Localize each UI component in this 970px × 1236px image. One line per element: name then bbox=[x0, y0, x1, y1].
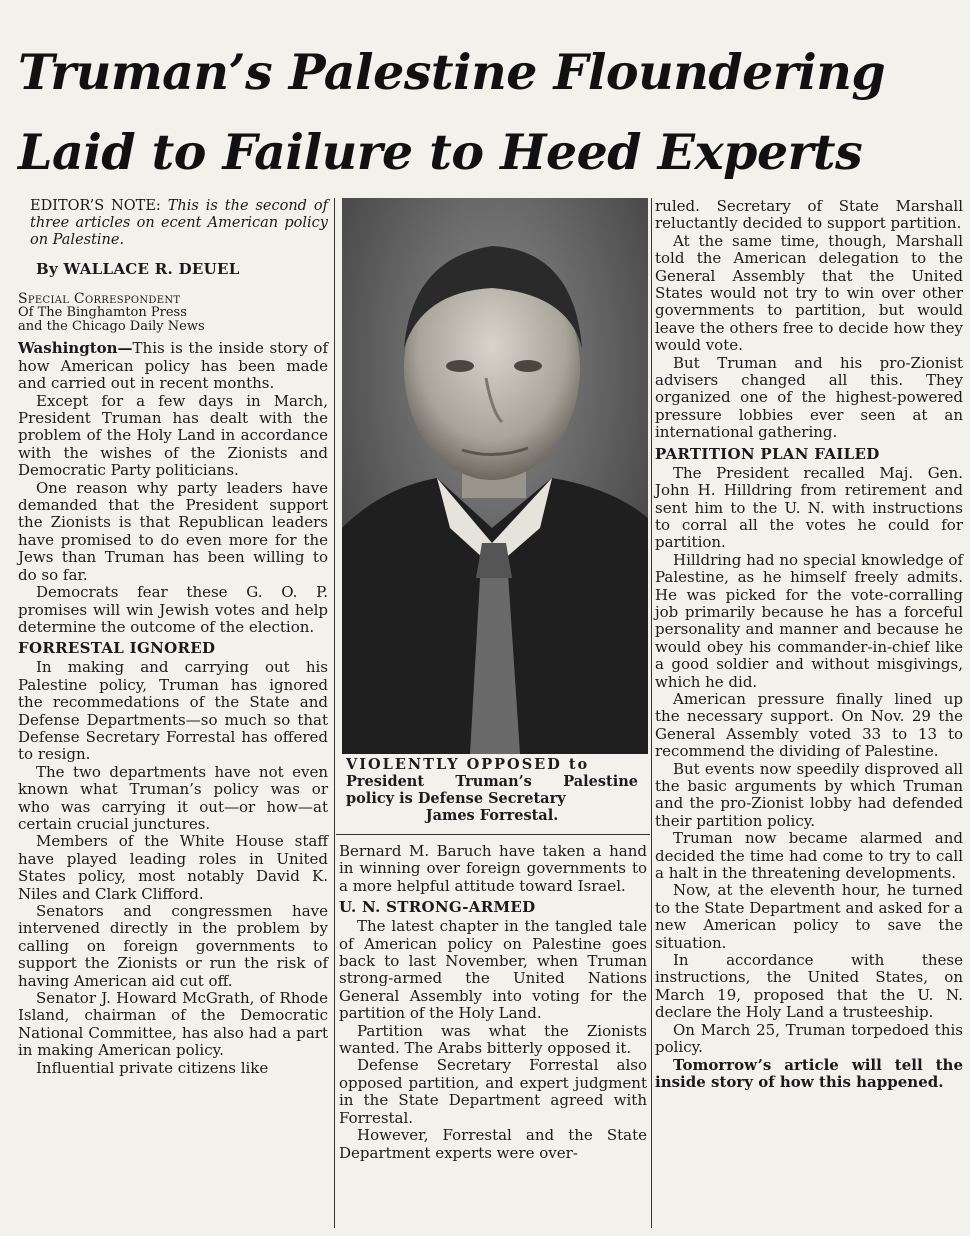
column-2 bbox=[339, 843, 647, 1162]
subhead-partition-plan-failed: PARTITION PLAN FAILED bbox=[655, 444, 880, 463]
paragraph: Defense Secretary Forrestal also opposed partition, and expert judgment in the State Department agreed with Forrestal. bbox=[339, 1056, 647, 1127]
column-rule-left bbox=[334, 198, 335, 1228]
paragraph: However, Forrestal and the State Department experts were over- bbox=[339, 1126, 647, 1162]
caption-body: President Truman’s Palestine policy is Defense Secretary bbox=[346, 773, 638, 807]
byline: By WALLACE R. DEUEL bbox=[36, 260, 240, 278]
editor-note bbox=[30, 198, 328, 249]
editor-note-label: EDITOR’S NOTE: bbox=[30, 198, 161, 214]
paragraph: But Truman and his pro-Zionist advisers changed all this. They organized one of the highest-powered pressure lobbies ever seen at an international gathering. bbox=[655, 353, 963, 442]
paragraph: Members of the White House staff have played leading roles in United States policy, most notably David K. Niles and Clark Clifford. bbox=[18, 832, 328, 903]
paragraph: In making and carrying out his Palestine policy, Truman has ignored the recommedations of the State and Defense Departments—so much so that Defense Secretary Forrestal has offered to resign. bbox=[18, 658, 328, 764]
column-rule-right bbox=[651, 198, 652, 1228]
paragraph: Hilldring had no special knowledge of Palestine, as he himself freely admits. He was picked for the vote-corralling job primarily because he has a forceful personality and manner and because he would obey his commander-in-chief like a good soldier and without misgivings, which he did. bbox=[655, 550, 963, 691]
credit-line-2: and the Chicago Daily News bbox=[18, 319, 205, 335]
paragraph bbox=[18, 340, 328, 392]
paragraph: Except for a few days in March, President Truman has dealt with the problem of the Holy Land in accordance with the wishes of the Zionists and Democratic Party politicians. bbox=[18, 391, 328, 480]
paragraph: In accordance with these instructions, the United States, on March 19, proposed that the U. N. declare the Holy Land a trusteeship. bbox=[655, 951, 963, 1022]
paragraph: Senators and congressmen have intervened directly in the problem by calling on foreign governments to support the Zionists or run the risk of having American aid cut off. bbox=[18, 902, 328, 990]
paragraph: The two departments have not even known what Truman’s policy was or who was carrying it out—or how—at certain crucial junctures. bbox=[18, 762, 328, 833]
credit-line-1: Of The Binghamton Press bbox=[18, 305, 187, 321]
credit-title: Special Correspondent bbox=[18, 291, 181, 308]
paragraph: American pressure finally lined up the necessary support. On Nov. 29 the General Assembly voted 33 to 13 to recommend the dividing of Palestine. bbox=[655, 689, 963, 761]
paragraph: Influential private citizens like bbox=[36, 1058, 269, 1077]
column-rule-mid bbox=[336, 834, 650, 835]
paragraph: At the same time, though, Marshall told the American delegation to the General Assembly that the United States would not try to win over other governments to partition, but would leave the others free to decide how they would vote. bbox=[655, 231, 963, 355]
headline-line-1: Truman’s Palestine Floundering bbox=[18, 43, 886, 101]
column-1 bbox=[18, 198, 328, 1077]
dateline: Washington— bbox=[18, 339, 133, 358]
caption-lead: VIOLENTLY OPPOSED to bbox=[346, 756, 590, 773]
paragraph: On March 25, Truman torpedoed this policy. bbox=[655, 1020, 963, 1057]
subhead-un-strong-armed: U. N. STRONG-ARMED bbox=[339, 898, 536, 917]
caption-name: James Forrestal. bbox=[425, 807, 559, 824]
paragraph: Partition was what the Zionists wanted. The Arabs bitterly opposed it. bbox=[339, 1021, 647, 1058]
paragraph: One reason why party leaders have demanded that the President support the Zionists is that Republican leaders have promised to do even more for the Jews than Truman has been willing to do so far. bbox=[18, 478, 328, 584]
column-3 bbox=[655, 198, 963, 1091]
subhead-forrestal-ignored: FORRESTAL IGNORED bbox=[18, 639, 216, 658]
paragraph: Bernard M. Baruch have taken a hand in winning over foreign governments to a more helpful attitude toward Israel. bbox=[339, 842, 647, 895]
paragraph: ruled. Secretary of State Marshall reluctantly decided to support partition. bbox=[655, 197, 963, 233]
paragraph: Now, at the eleventh hour, he turned to the State Department and asked for a new American policy to save the situation. bbox=[655, 881, 963, 952]
paragraph-text: This is the inside story of how American policy has been made and carried out in recent months. bbox=[18, 339, 328, 393]
paragraph: But events now speedily disproved all the basic arguments by which Truman and the pro-Zionist lobby had defended their partition policy. bbox=[655, 759, 963, 830]
paragraph: Truman now became alarmed and decided the time had come to try to call a halt in the threatening developments. bbox=[655, 829, 963, 883]
paragraph: Senator J. Howard McGrath, of Rhode Island, chairman of the Democratic National Committee, has also had a part in making American policy. bbox=[18, 989, 328, 1060]
portrait-photo bbox=[342, 198, 648, 754]
headline bbox=[18, 32, 958, 192]
paragraph: The President recalled Maj. Gen. John H. Hilldring from retirement and sent him to the U. N. with instructions to corral all the votes he could for partition. bbox=[655, 463, 963, 552]
editor-note-text: This is the second of three articles on ecent American policy on Palestine. bbox=[30, 198, 328, 248]
paragraph: The latest chapter in the tangled tale of American policy on Palestine goes back to last November, when Truman strong-armed the United Nations General Assembly into voting for the partition of the Holy Land. bbox=[339, 917, 647, 1023]
photo-caption bbox=[346, 756, 638, 824]
portrait-illustration bbox=[342, 198, 648, 754]
paragraph: Democrats fear these G. O. P. promises will win Jewish votes and help determine the outcome of the election. bbox=[18, 583, 328, 636]
closing-note: Tomorrow’s article will tell the inside story of how this happened. bbox=[655, 1055, 963, 1091]
correspondent-credit bbox=[18, 292, 328, 334]
headline-line-2: Laid to Failure to Heed Experts bbox=[18, 123, 863, 181]
